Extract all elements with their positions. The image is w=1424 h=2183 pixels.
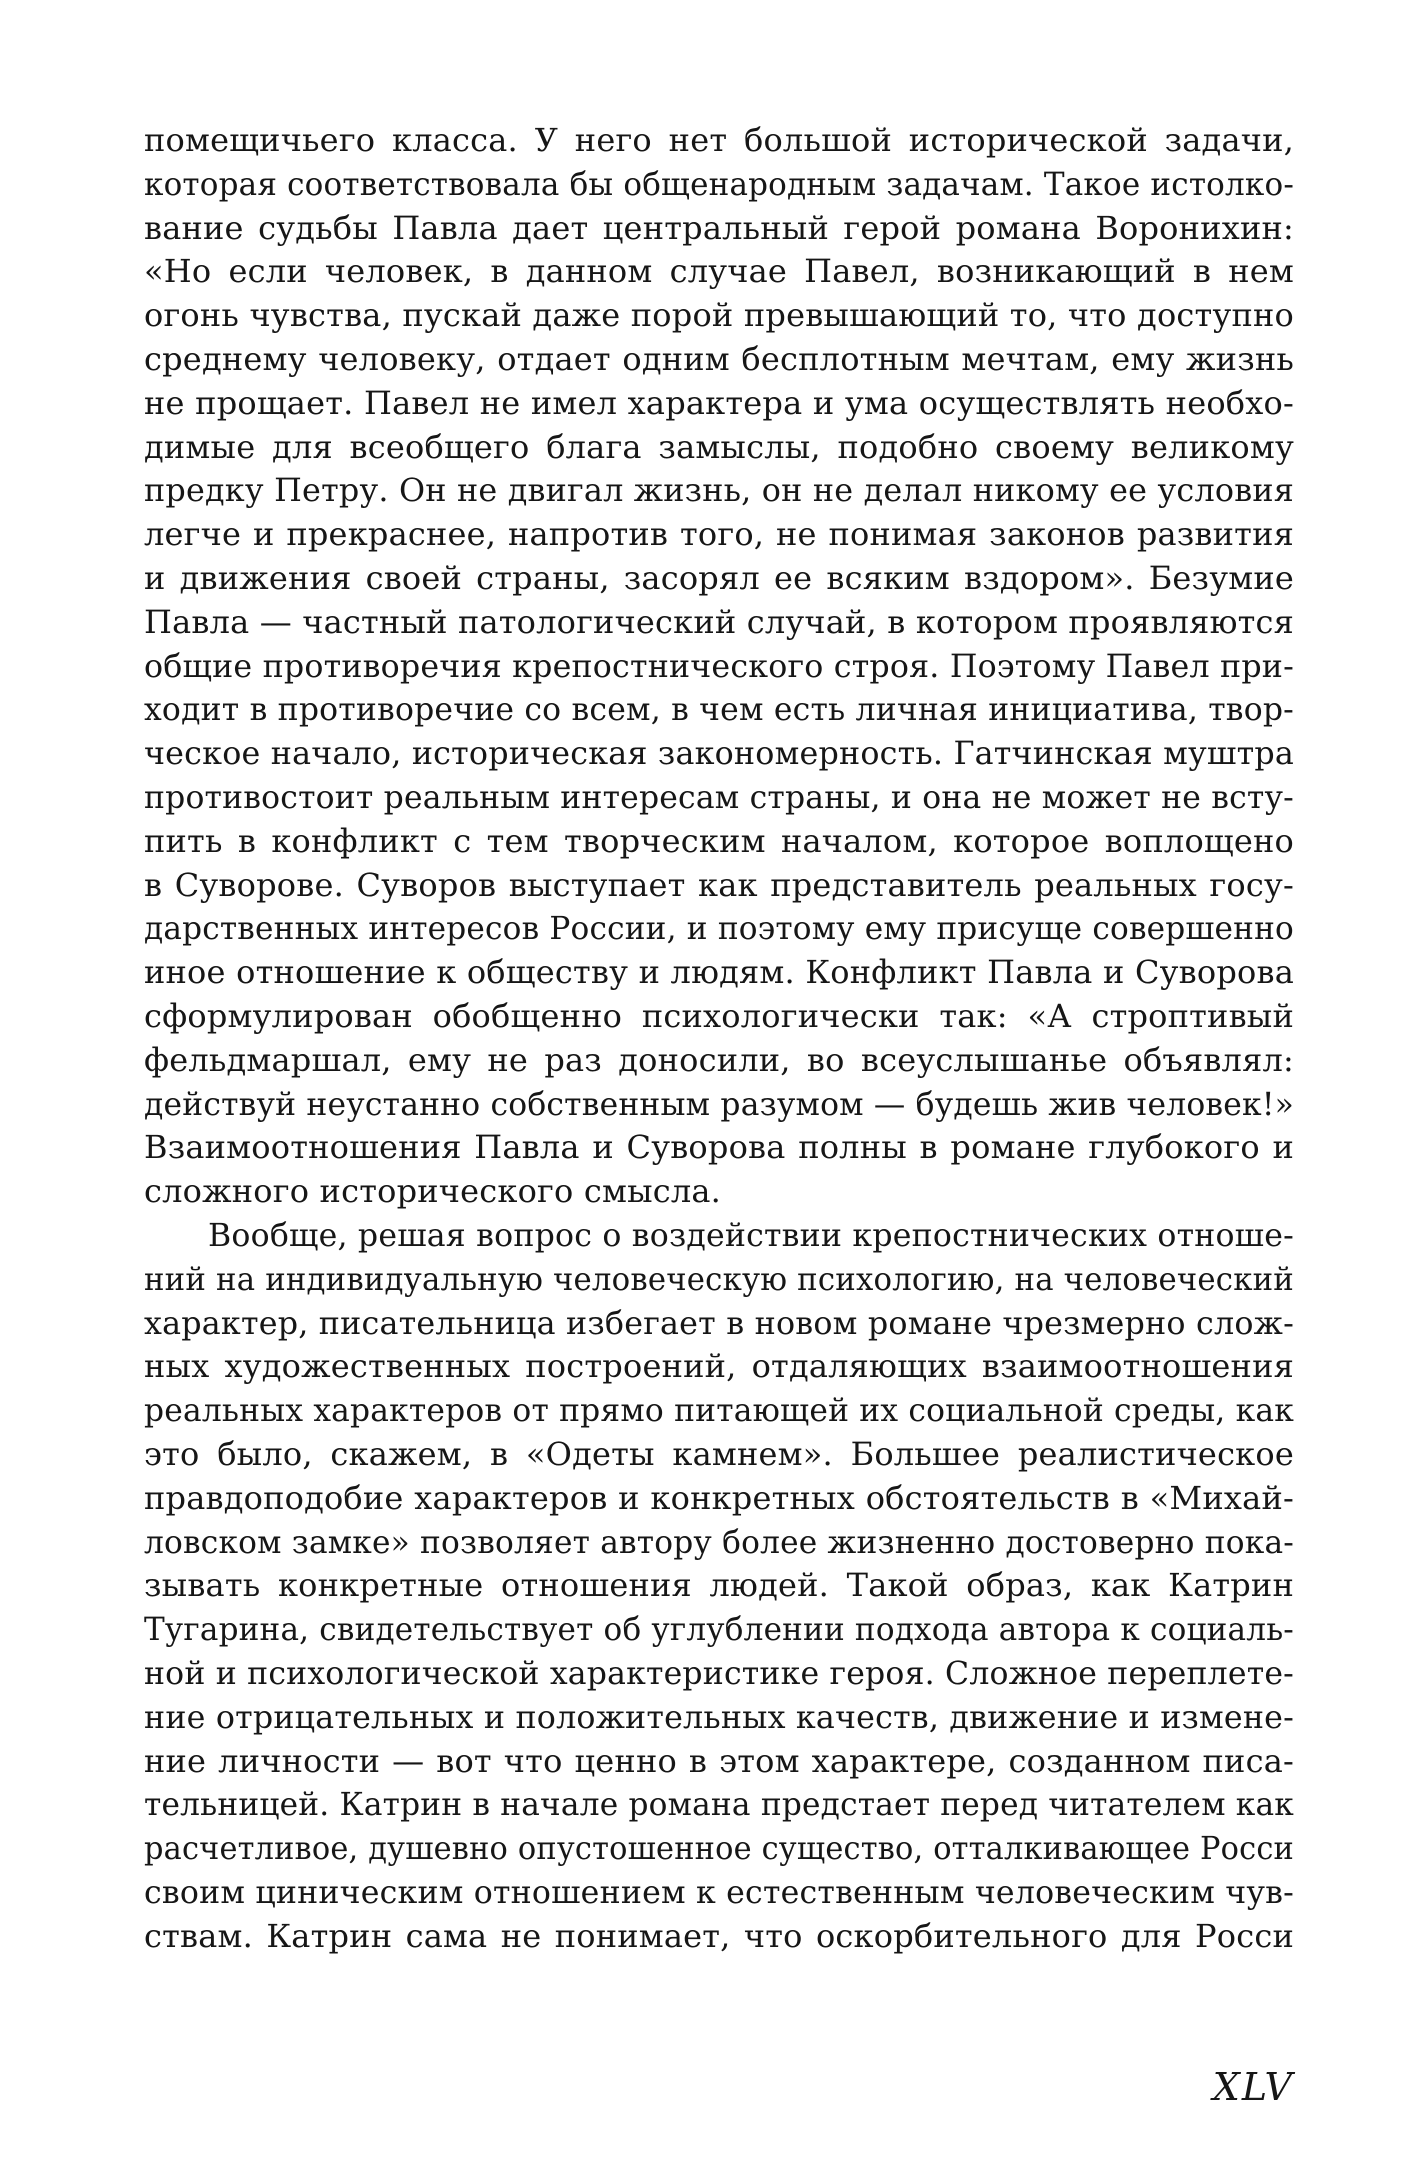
page-number: XLV (1212, 2065, 1294, 2109)
text-line: ных художественных построений, отдаляющих взаимоотношения (144, 1347, 1294, 1386)
text-line: зывать конкретные отношения людей. Такой образ, как Катрин (144, 1566, 1294, 1605)
text-line: действуй неустанно собственным разумом — будешь жив человек!» (144, 1084, 1294, 1123)
text-line: дарственных интересов России, и поэтому ему присуще совершенно (144, 909, 1294, 948)
text-line: пить в конфликт с тем творческим началом, которое воплощено (144, 821, 1294, 860)
text-line: Павла — частный патологический случай, в котором проявляются (144, 602, 1294, 641)
text-line: фельдмаршал, ему не раз доносили, во всеуслышанье объявлял: (144, 1040, 1294, 1079)
text-line: реальных характеров от прямо питающей их социальной среды, как (144, 1391, 1294, 1430)
text-line: это было, скажем, в «Одеты камнем». Большее реалистическое (144, 1435, 1294, 1473)
text-line: огонь чувства, пускай даже порой превышающий то, что доступно (144, 296, 1294, 335)
text-line: сложного исторического смысла. (144, 1172, 722, 1211)
text-line: ние личности — вот что ценно в этом характере, созданном писа- (144, 1741, 1294, 1780)
text-line: ловском замке» позволяет автору более жизненно достоверно пока- (144, 1522, 1294, 1561)
paragraph-first-line: Вообще, решая вопрос о воздействии крепостнических отноше- (208, 1216, 1294, 1254)
text-line: тельницей. Катрин в начале романа предстает перед читателем как (144, 1785, 1294, 1824)
text-line: димые для всеобщего блага замыслы, подобно своему великому (144, 427, 1294, 466)
text-line: расчетливое, душевно опустошенное существо, отталкивающее Росси (144, 1829, 1294, 1868)
text-line: ходит в противоречие со всем, в чем есть личная инициатива, твор- (144, 690, 1294, 729)
text-line: ний на индивидуальную человеческую психологию, на человеческий (144, 1259, 1294, 1298)
text-line: характер, писательница избегает в новом романе чрезмерно слож- (144, 1303, 1294, 1342)
text-line: правдоподобие характеров и конкретных обстоятельств в «Михай- (144, 1478, 1294, 1517)
text-line: ние отрицательных и положительных качеств, движение и измене- (144, 1697, 1294, 1736)
text-line: противостоит реальным интересам страны, и она не может не всту- (144, 778, 1294, 816)
text-line: которая соответствовала бы общенародным задачам. Такое истолко- (144, 164, 1294, 203)
text-line: иное отношение к обществу и людям. Конфликт Павла и Суворова (144, 953, 1294, 992)
text-line: предку Петру. Он не двигал жизнь, он не делал никому ее условия (144, 471, 1294, 510)
text-line: вание судьбы Павла дает центральный герой романа Воронихин: (144, 208, 1294, 247)
text-line: ствам. Катрин сама не понимает, что оскорбительного для Росси (144, 1916, 1294, 1955)
text-line: не прощает. Павел не имел характера и ума осуществлять необхо- (144, 383, 1294, 422)
text-line: среднему человеку, отдает одним бесплотным мечтам, ему жизнь (144, 340, 1294, 378)
text-line: своим циническим отношением к естественным человеческим чув- (144, 1873, 1294, 1911)
text-line: общие противоречия крепостнического строя. Поэтому Павел при- (144, 646, 1294, 685)
text-line: сформулирован обобщенно психологически так: «А строптивый (144, 997, 1294, 1035)
text-line: и движения своей страны, засорял ее всяким вздором». Безумие (144, 559, 1294, 597)
text-line: ческое начало, историческая закономерность. Гатчинская муштра (144, 734, 1294, 773)
text-line: Взаимоотношения Павла и Суворова полны в романе глубокого и (144, 1128, 1294, 1167)
text-line: легче и прекраснее, напротив того, не понимая законов развития (144, 515, 1294, 554)
text-line: «Но если человек, в данном случае Павел, возникающий в нем (144, 252, 1294, 291)
text-line: в Суворове. Суворов выступает как представитель реальных госу- (144, 865, 1294, 904)
text-line: ной и психологической характеристике героя. Сложное переплете- (144, 1654, 1294, 1692)
text-line: Тугарина, свидетельствует об углублении подхода автора к социаль- (144, 1610, 1294, 1649)
text-line: помещичьего класса. У него нет большой исторической задачи, (144, 121, 1294, 159)
